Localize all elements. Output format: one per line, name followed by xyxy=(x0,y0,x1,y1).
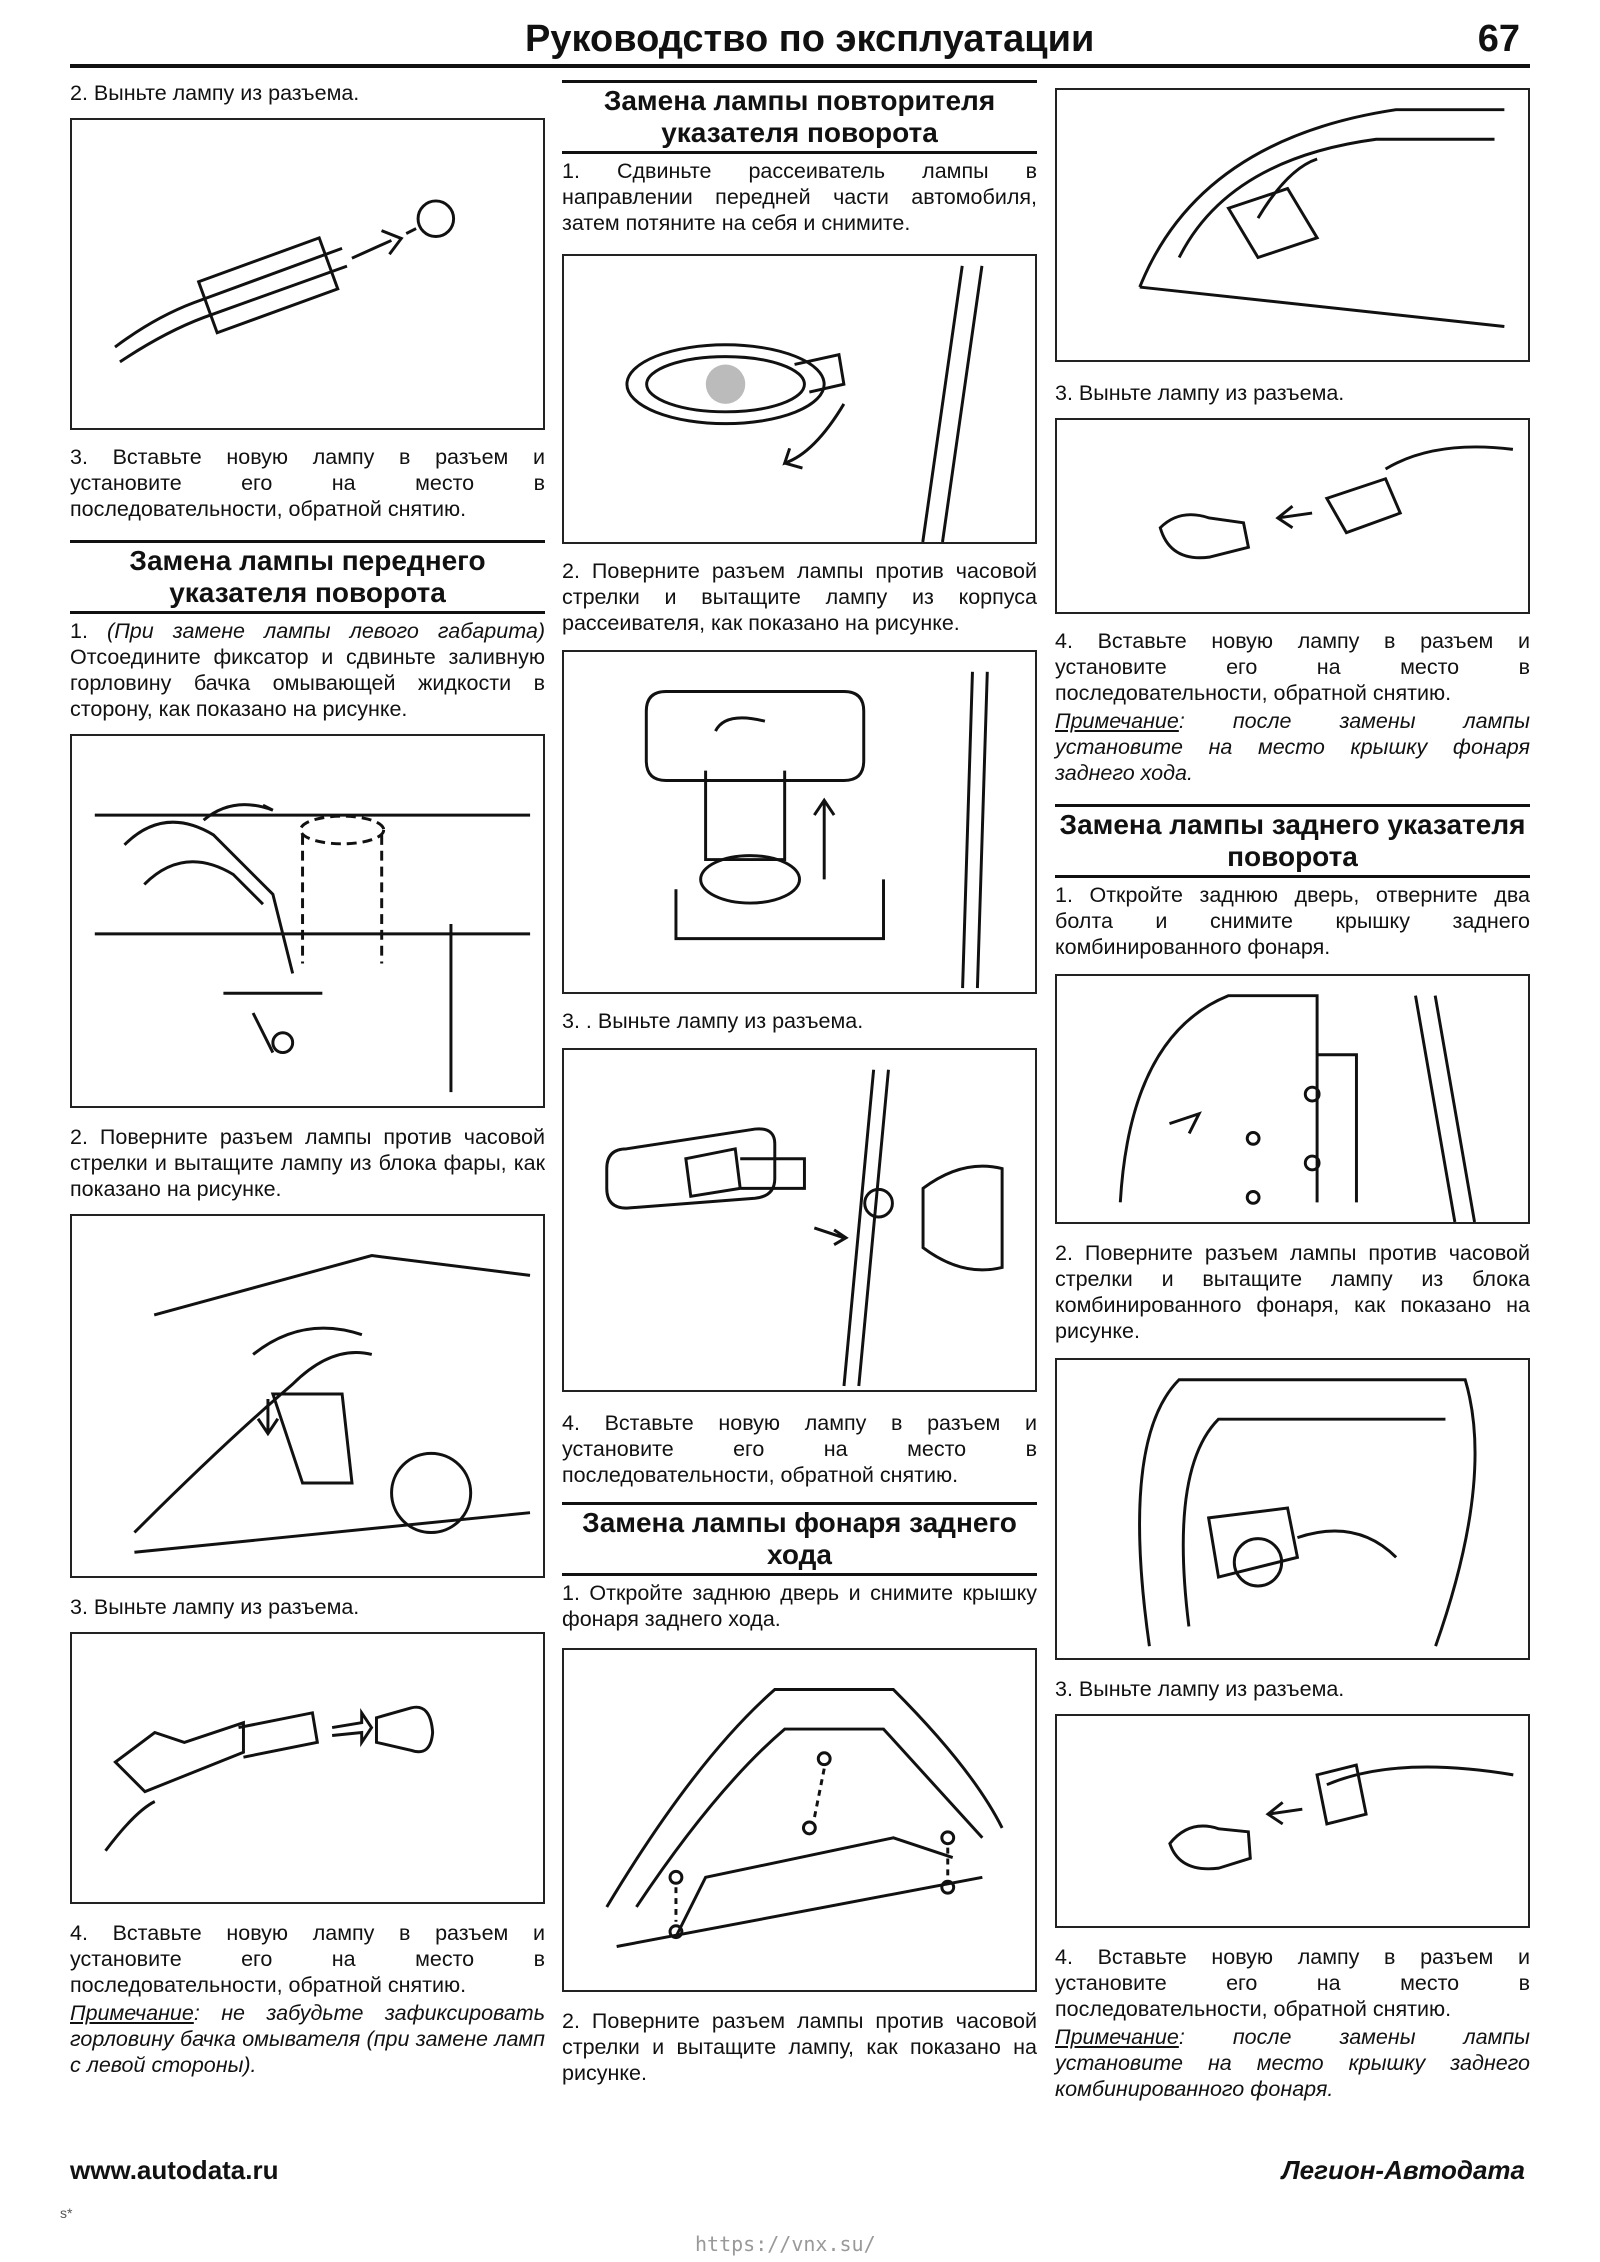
figure-drawing xyxy=(564,1650,1035,1990)
step-text: 4. Вставьте новую лампу в разъем и установите его на место в последовательности, обратной снятию. xyxy=(1055,629,1530,705)
step-text: 3. Выньте лампу из разъема. xyxy=(1055,381,1345,405)
column-1 xyxy=(70,80,545,2078)
step-body: Отсоедините фиксатор и сдвиньте заливную горловину бачка омывающей жидкости в сторону, как показано на рисунке. xyxy=(70,645,545,721)
figure-drawing xyxy=(72,736,543,1106)
figure-headlight-socket xyxy=(70,1214,545,1578)
column-2 xyxy=(562,80,1037,2086)
section-heading: Замена лампы заднего указателя поворота xyxy=(1055,804,1530,878)
figure-washer-neck xyxy=(70,734,545,1108)
step-text: 4. Вставьте новую лампу в разъем и установите его на место в последовательности, обратной снятию. xyxy=(1055,1945,1530,2021)
note-text: : не забудьте зафиксировать горловину бачка омывателя (при замене ламп с левой стороны). xyxy=(70,2001,545,2077)
figure-reverse-lamp-cover xyxy=(562,1648,1037,1992)
figure-drawing xyxy=(564,256,1035,542)
note-label: Примечание xyxy=(70,2001,194,2025)
step-text: 1. Сдвиньте рассеиватель лампы в направлении передней части автомобиля, затем потяните на себя и снимите. xyxy=(562,159,1037,235)
note xyxy=(1055,2024,1530,2102)
section-heading: Замена лампы переднего указателя поворота xyxy=(70,540,545,614)
step-text: 4. Вставьте новую лампу в разъем и установите его на место в последовательности, обратной снятию. xyxy=(562,1411,1037,1487)
step-condition: (При замене лампы левого габарита) xyxy=(107,619,545,643)
figure-reverse-lamp-socket xyxy=(1055,88,1530,362)
figure-drawing xyxy=(72,120,543,428)
watermark: https://vnx.su/ xyxy=(695,2232,876,2256)
step-text: 1. Откройте заднюю дверь и снимите крышку фонаря заднего хода. xyxy=(562,1581,1037,1631)
step-text: 2. Поверните разъем лампы против часовой стрелки и вытащите лампу, как показано на рисунке. xyxy=(562,2009,1037,2085)
step-text: 3. Выньте лампу из разъема. xyxy=(1055,1677,1345,1701)
figure-bulb-removal xyxy=(70,1632,545,1904)
section-heading: Замена лампы фонаря заднего хода xyxy=(562,1502,1037,1576)
footer-website: www.autodata.ru xyxy=(70,2155,279,2185)
figure-rear-turn-bulb xyxy=(1055,1714,1530,1928)
figure-bulb-socket xyxy=(70,118,545,430)
figure-drawing xyxy=(564,1050,1035,1390)
step-text: 3. . Выньте лампу из разъема. xyxy=(562,1009,864,1033)
figure-drawing xyxy=(72,1634,543,1902)
figure-rear-combo-cover xyxy=(1055,974,1530,1224)
figure-drawing xyxy=(564,652,1035,992)
figure-drawing xyxy=(1057,1360,1528,1658)
column-3 xyxy=(1055,80,1530,2102)
figure-drawing xyxy=(72,1216,543,1576)
step-text: 1. Откройте заднюю дверь, отверните два болта и снимите крышку заднего комбинированного фонаря. xyxy=(1055,883,1530,959)
page-header xyxy=(70,12,1530,68)
footer-publisher: Легион-Автодата xyxy=(1281,2155,1525,2185)
step-number: 1. xyxy=(70,619,88,643)
step-text: 3. Вставьте новую лампу в разъем и установите его на место в последовательности, обратной снятию. xyxy=(70,445,545,521)
step-text: 2. Поверните разъем лампы против часовой стрелки и вытащите лампу из корпуса рассеивателя, как показано на рисунке. xyxy=(562,559,1037,635)
figure-drawing xyxy=(1057,1716,1528,1926)
figure-side-repeater xyxy=(562,254,1037,544)
page-number: 67 xyxy=(1477,18,1520,60)
figure-repeater-socket xyxy=(562,650,1037,994)
step-text: 2. Выньте лампу из разъема. xyxy=(70,81,360,105)
note-text: : после замены лампы установите на место крышку фонаря заднего хода. xyxy=(1055,709,1530,785)
step-text: 2. Поверните разъем лампы против часовой стрелки и вытащите лампу из блока комбинированного фонаря, как показано на рисунке. xyxy=(1055,1241,1530,1343)
figure-drawing xyxy=(1057,420,1528,612)
step-text: 4. Вставьте новую лампу в разъем и установите его на место в последовательности, обратной снятию. xyxy=(70,1921,545,1997)
figure-reverse-bulb xyxy=(1055,418,1530,614)
page-title: Руководство по эксплуатации xyxy=(525,18,1095,60)
figure-repeater-bulb xyxy=(562,1048,1037,1392)
note-text: : после замены лампы установите на место крышку заднего комбинированного фонаря. xyxy=(1055,2025,1530,2101)
step-text: 3. Выньте лампу из разъема. xyxy=(70,1595,360,1619)
note-label: Примечание xyxy=(1055,2025,1179,2049)
figure-rear-combo-socket xyxy=(1055,1358,1530,1660)
figure-drawing xyxy=(1057,976,1528,1222)
note xyxy=(70,2000,545,2078)
figure-drawing xyxy=(1057,90,1528,360)
step-text xyxy=(70,618,545,722)
note-label: Примечание xyxy=(1055,709,1179,733)
page-mark: s* xyxy=(60,2205,73,2221)
note xyxy=(1055,708,1530,786)
section-heading: Замена лампы повторителя указателя поворота xyxy=(562,80,1037,154)
step-text: 2. Поверните разъем лампы против часовой стрелки и вытащите лампу из блока фары, как показано на рисунке. xyxy=(70,1125,545,1201)
